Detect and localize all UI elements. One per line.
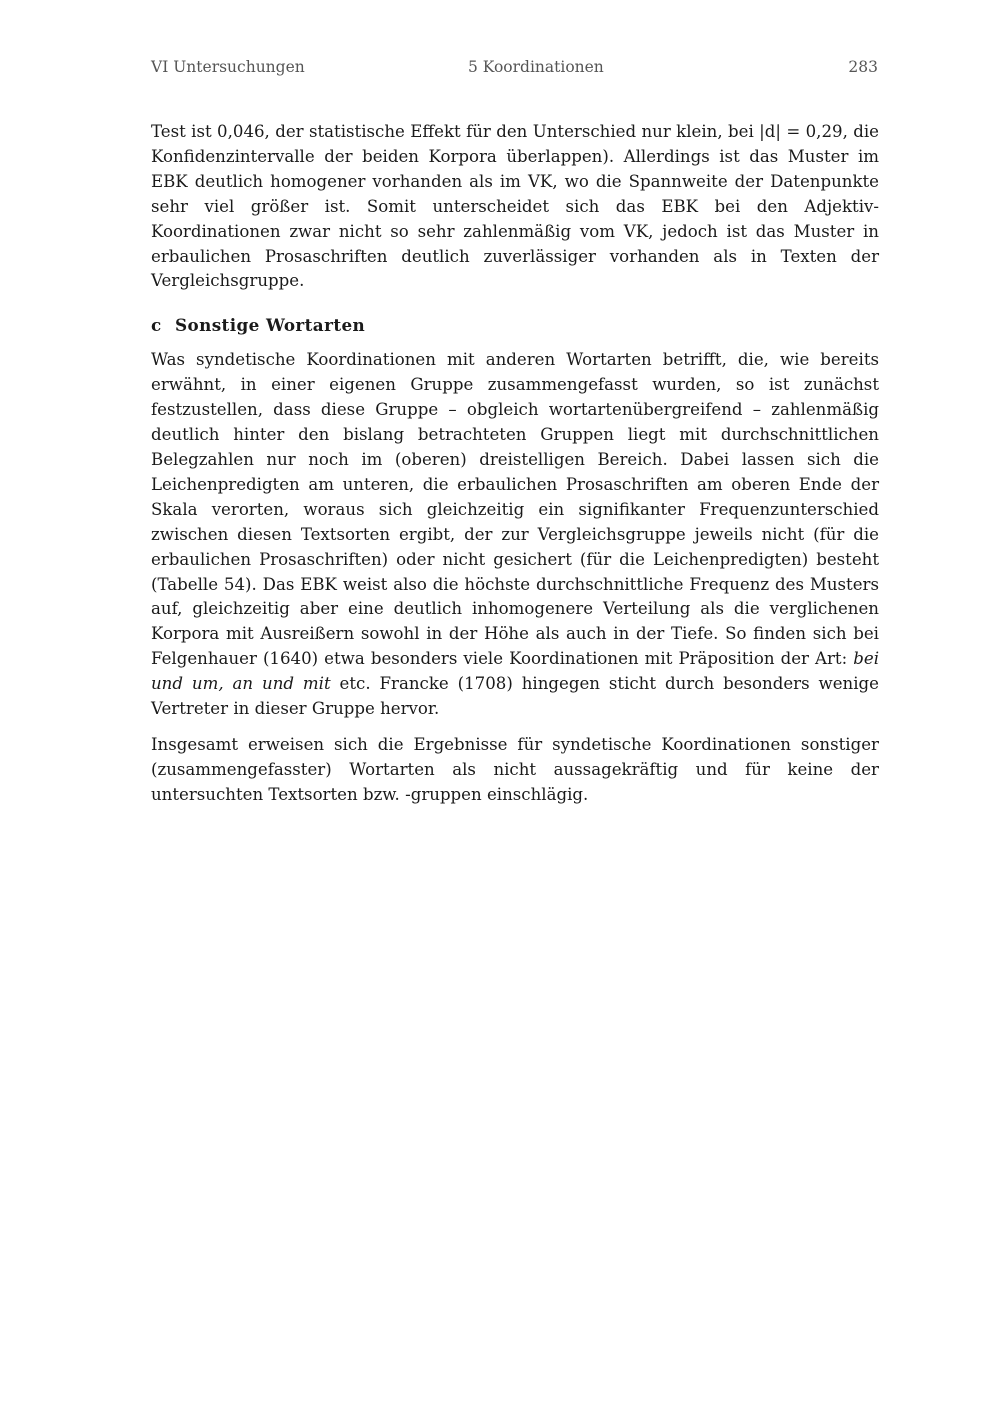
paragraph-2	[151, 348, 879, 722]
paragraph-2-italic: bei und um, an und mit	[151, 649, 879, 694]
paragraph-2-text-b: etc. Francke (1708) hingegen sticht durch besonders wenige Vertreter in dieser Gruppe hervor.	[151, 674, 879, 719]
section-title: Sonstige Wortarten	[175, 315, 366, 336]
paragraph-1: Test ist 0,046, der statistische Effekt für den Unterschied nur klein, bei |d| = 0,29, die Konfidenzintervalle der beiden Korpora überlappen). Allerdings ist das Muster im EBK deutlich homogener vorhanden als im VK, wo die Spannweite der Datenpunkte sehr viel größer ist. Somit unterscheidet sich das EBK bei den Adjektiv-Koordinationen zwar nicht so sehr zahlenmäßig vom VK, jedoch ist das Muster in erbaulichen Prosaschriften deutlich zuverlässiger vorhanden als in Texten der Vergleichsgruppe.	[151, 122, 879, 291]
body-text	[151, 120, 879, 808]
page-number: 283	[848, 58, 878, 76]
running-header	[151, 58, 878, 82]
header-chapter: VI Untersuchungen	[151, 58, 305, 76]
section-heading	[151, 313, 879, 337]
paragraph-3: Insgesamt erweisen sich die Ergebnisse für syndetische Koordinationen sonstiger (zusammengefasster) Wortarten als nicht aussagekräftig und für keine der untersuchten Textsorten bzw. -gruppen einschlägig.	[151, 734, 879, 804]
paragraph-2-text-a: Was syndetische Koordinationen mit anderen Wortarten betrifft, die, wie bereits erwähnt, in einer eigenen Gruppe zusammengefasst wurden, so ist zunächst festzustellen, dass diese Gruppe – obgleich wortartenübergreifend – zahlenmäßig deutlich hinter den bislang betrachteten Gruppen liegt mit durchschnittlichen Belegzahlen nur noch im (oberen) dreistelligen Bereich. Dabei lassen sich die Leichenpredigten am unteren, die erbaulichen Prosaschriften am oberen Ende der Skala verorten, woraus sich gleichzeitig ein signifikanter Frequenzunterschied zwischen diesen Textsorten ergibt, der zur Vergleichsgruppe jeweils nicht (für die erbaulichen Prosaschriften) oder nicht gesichert (für die Leichenpredigten) besteht (Tabelle 54). Das EBK weist also die höchste durchschnittliche Frequenz des Musters auf, gleichzeitig aber eine deutlich inhomogenere Verteilung als die verglichenen Korpora mit Ausreißern sowohl in der Höhe als auch in der Tiefe. So finden sich bei Felgenhauer (1640) etwa besonders viele Koordinationen mit Präposition der Art:	[151, 350, 879, 669]
header-section: 5 Koordinationen	[468, 58, 604, 76]
section-letter: c	[151, 315, 162, 336]
